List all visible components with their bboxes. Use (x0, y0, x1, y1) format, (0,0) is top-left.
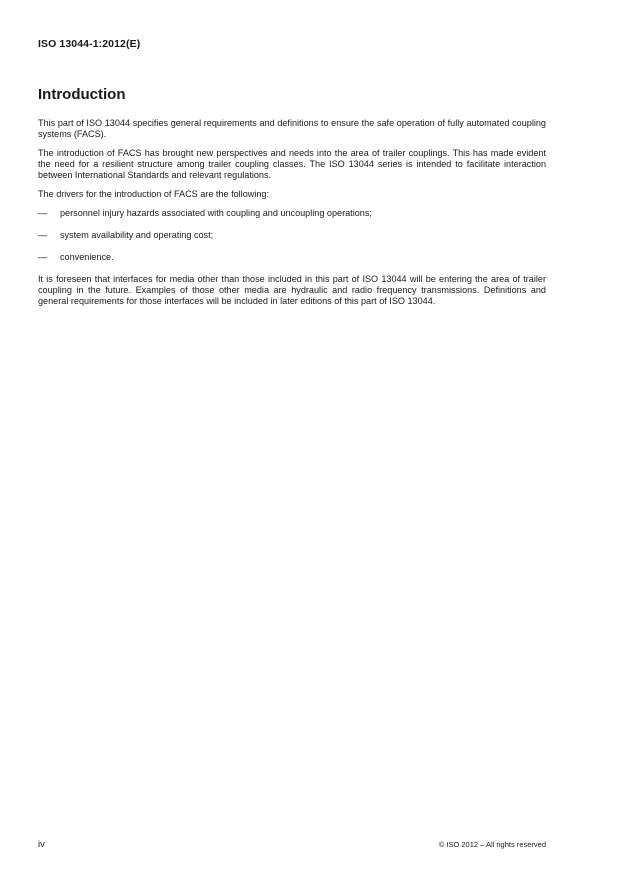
page-number: iv (38, 839, 45, 850)
paragraph-background: The introduction of FACS has brought new perspectives and needs into the area of trailer couplings. This has made evident the need for a resilient structure among trailer coupling classes. The ISO 13044 series is intended to facilitate interaction between International Standards and relevant regulations. (38, 148, 546, 180)
copyright-notice: © ISO 2012 – All rights reserved (438, 840, 546, 849)
introduction-body (38, 118, 546, 315)
list-dash: — (38, 230, 48, 240)
list-item (38, 252, 546, 263)
list-dash: — (38, 208, 48, 218)
list-item (38, 208, 546, 219)
section-title: Introduction (38, 86, 126, 103)
paragraph-scope: This part of ISO 13044 specifies general requirements and definitions to ensure the safe operation of fully automated coupling systems (FACS). (38, 118, 546, 139)
list-item-text: system availability and operating cost; (60, 230, 214, 240)
list-dash: — (38, 252, 48, 262)
paragraph-drivers-intro: The drivers for the introduction of FACS are the following: (38, 189, 269, 199)
drivers-list (38, 208, 546, 263)
paragraph-future-media: It is foreseen that interfaces for media other than those included in this part of ISO 13044 will be entering the area of trailer coupling in the future. Examples of those other media are hydraulic and radio frequency transmissions. Definitions and general requirements for those interfaces will be included in later editions of this part of ISO 13044. (38, 274, 546, 306)
list-item-text: convenience. (60, 252, 114, 262)
list-item (38, 230, 546, 241)
document-id-header: ISO 13044-1:2012(E) (38, 38, 141, 50)
list-item-text: personnel injury hazards associated with coupling and uncoupling operations; (60, 208, 372, 218)
